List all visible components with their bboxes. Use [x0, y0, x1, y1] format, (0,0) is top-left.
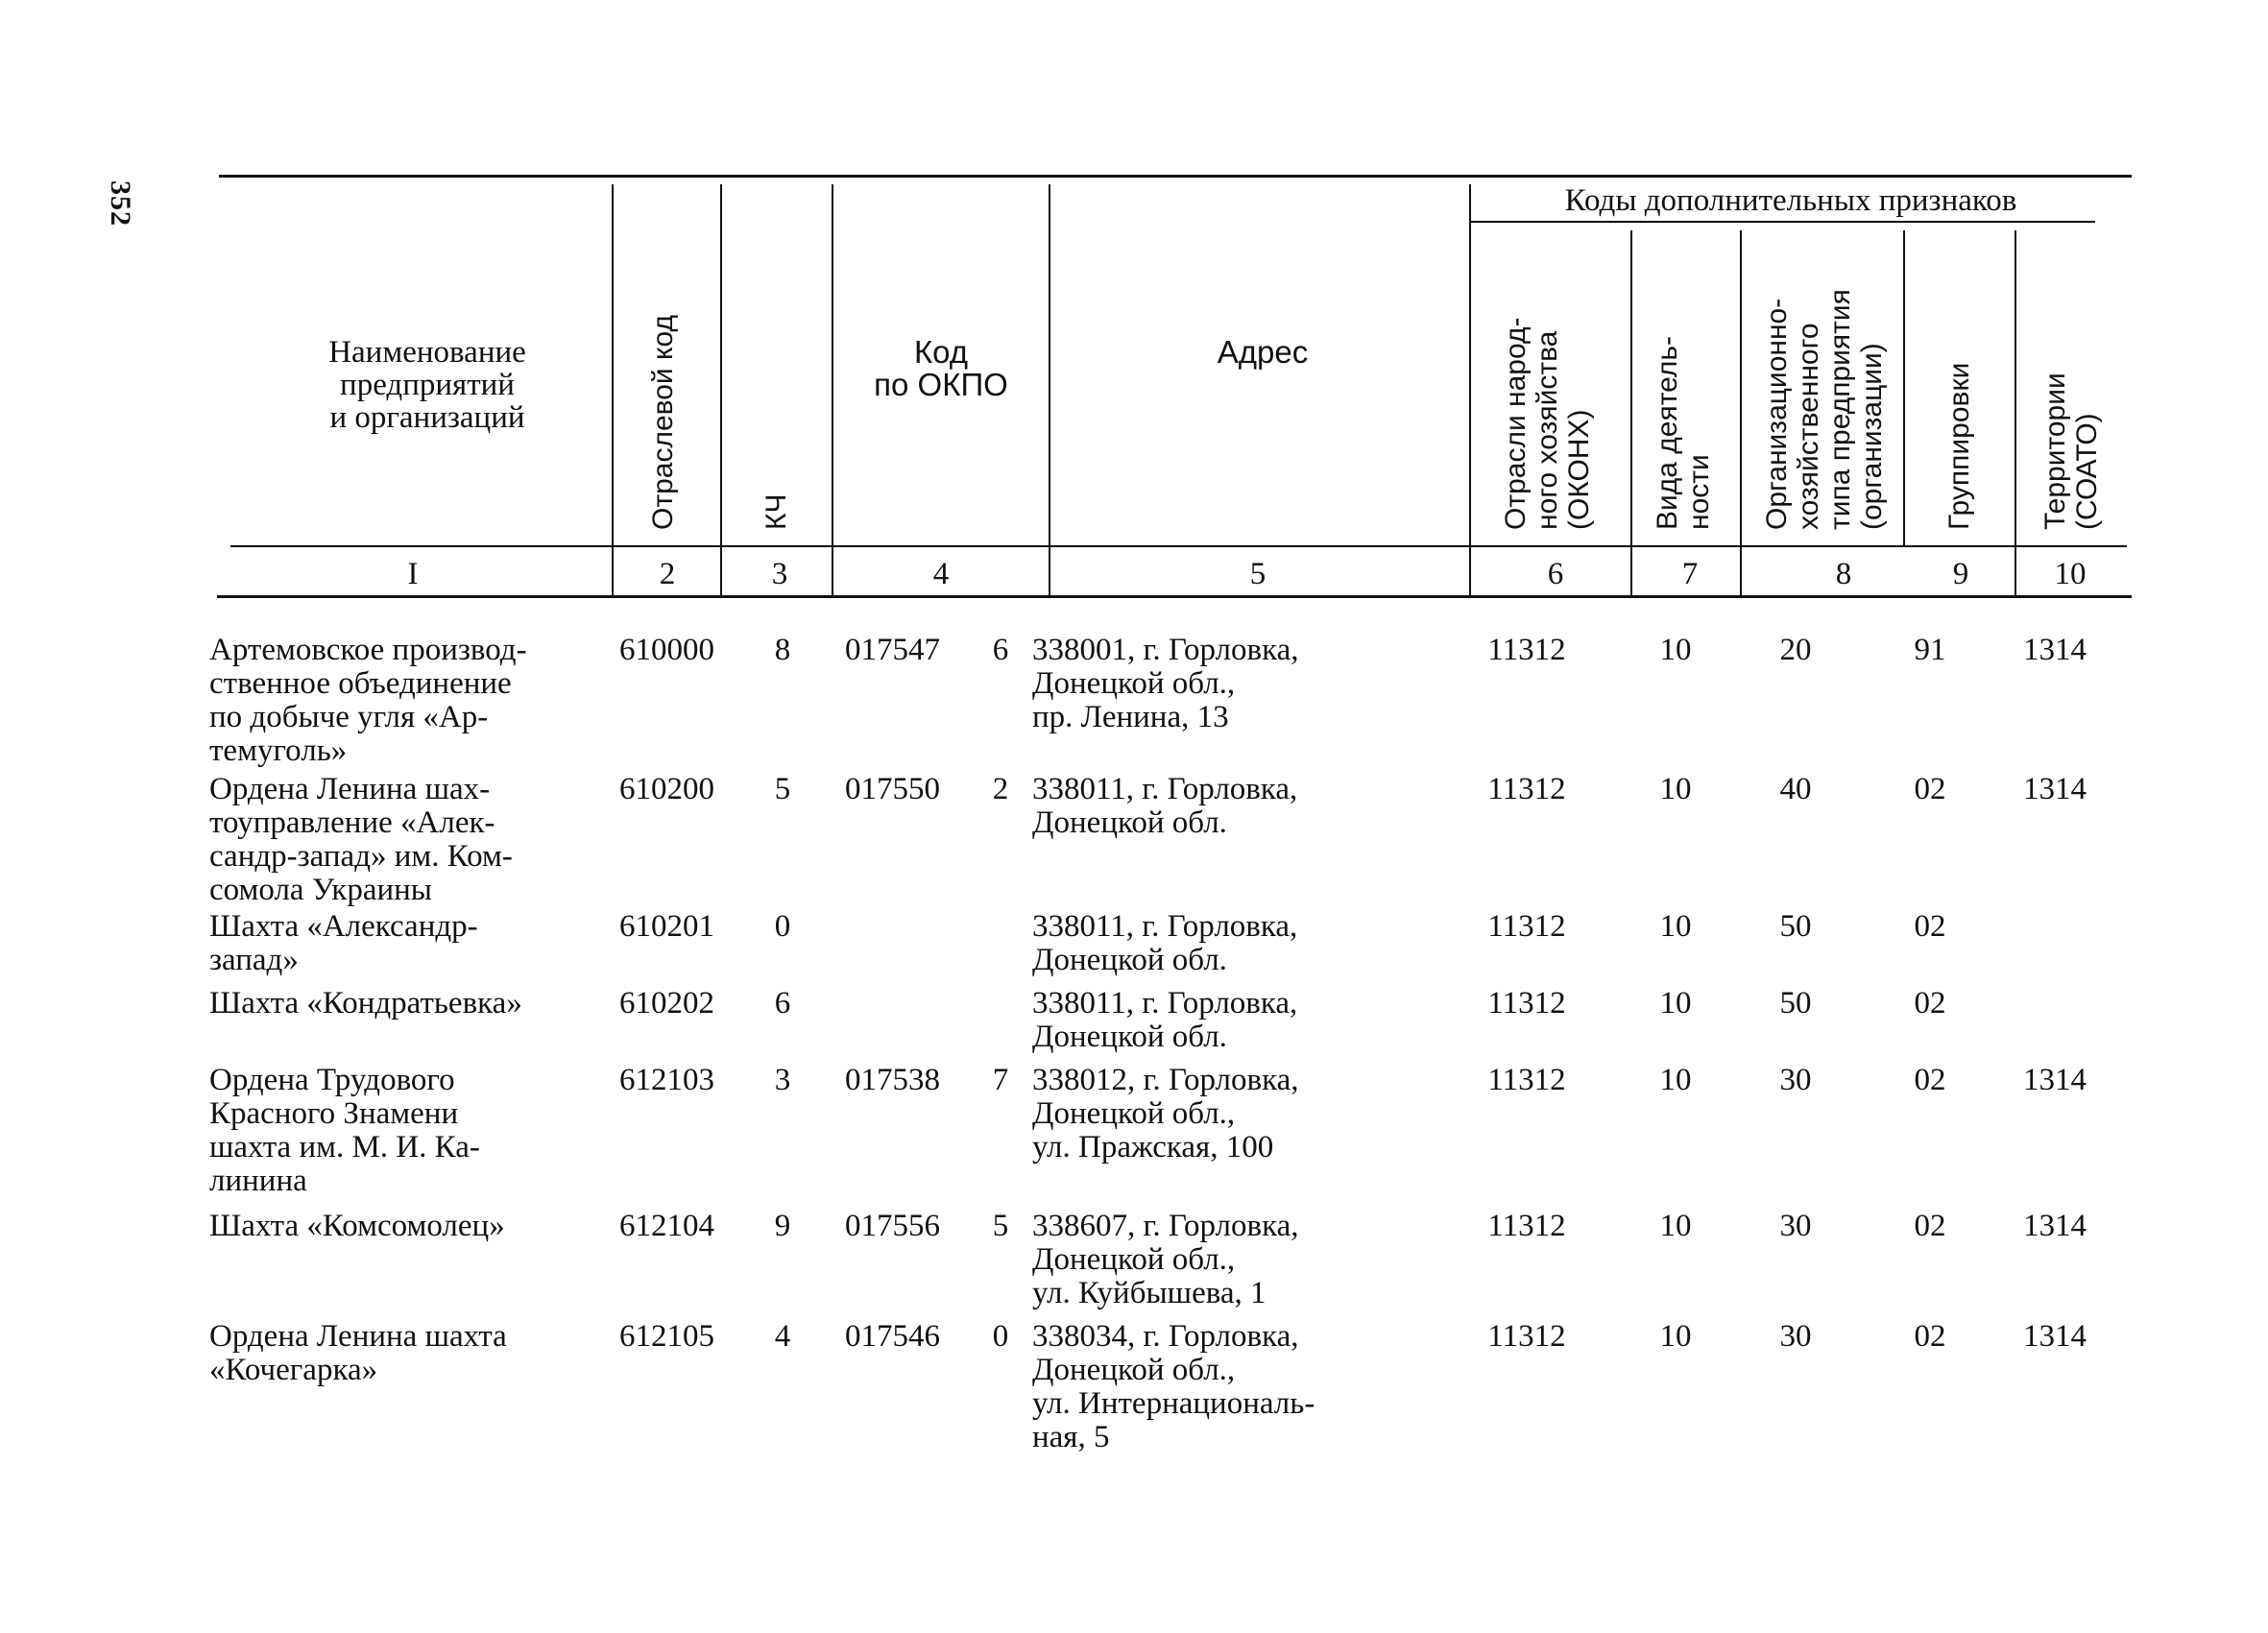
cell-address: 338012, г. Горловка, Донецкой обл., ул. Пражская, 100 — [1032, 1063, 1299, 1165]
header-activity: Вида деятель- ности — [1652, 336, 1715, 530]
column-number: 9 — [1952, 557, 1969, 591]
header-kch: КЧ — [760, 493, 792, 530]
cell-address: 338011, г. Горловка, Донецкой обл. — [1032, 909, 1298, 977]
column-number: 6 — [1547, 557, 1564, 591]
cell-okpo: 017547 — [845, 633, 940, 667]
column-divider — [1469, 184, 1471, 597]
cell-territory: 1314 — [2023, 772, 2087, 806]
cell-address: 338011, г. Горловка, Донецкой обл. — [1032, 772, 1298, 840]
cell-kch: 5 — [774, 772, 791, 806]
cell-branch-code: 612103 — [619, 1063, 714, 1097]
cell-org-type: 50 — [1779, 909, 1812, 944]
cell-branch-code: 610202 — [619, 986, 714, 1021]
cell-okpo-check: 2 — [992, 772, 1009, 806]
header-name: Наименование предприятий и организаций — [328, 335, 526, 435]
cell-grouping: 02 — [1914, 1319, 1946, 1354]
cell-branch-code: 612104 — [619, 1209, 714, 1243]
cell-kch: 9 — [774, 1209, 791, 1243]
cell-okonh: 11312 — [1487, 1209, 1566, 1243]
cell-name: Шахта «Александр- запад» — [209, 909, 478, 977]
cell-okonh: 11312 — [1487, 986, 1566, 1021]
cell-okpo: 017556 — [845, 1209, 940, 1243]
header-territory: Территории (СОАТО) — [2039, 372, 2103, 530]
cell-activity: 10 — [1659, 1319, 1692, 1354]
cell-okpo: 017538 — [845, 1063, 940, 1097]
cell-okpo: 017550 — [845, 772, 940, 806]
cell-okpo-check: 5 — [992, 1209, 1009, 1243]
column-divider — [832, 184, 833, 597]
column-divider — [2015, 230, 2016, 597]
cell-okonh: 11312 — [1487, 1319, 1566, 1354]
column-number: 3 — [771, 557, 788, 591]
header-address: Адрес — [1217, 334, 1309, 370]
column-divider — [1903, 230, 1905, 547]
cell-branch-code: 612105 — [619, 1319, 714, 1354]
column-divider — [612, 184, 614, 597]
cell-kch: 8 — [774, 633, 791, 667]
cell-okonh: 11312 — [1487, 772, 1566, 806]
cell-activity: 10 — [1659, 1063, 1692, 1097]
cell-territory: 1314 — [2023, 1319, 2087, 1354]
cell-org-type: 20 — [1779, 633, 1812, 667]
cell-kch: 6 — [774, 986, 791, 1021]
header-branch-code: Отраслевой код — [647, 314, 679, 530]
cell-territory: 1314 — [2023, 1209, 2087, 1243]
additional-codes-underline — [1471, 221, 2095, 223]
column-divider — [1740, 230, 1742, 597]
cell-name: Ордена Ленина шахта «Кочегарка» — [209, 1319, 507, 1387]
cell-activity: 10 — [1659, 986, 1692, 1021]
cell-grouping: 02 — [1914, 986, 1946, 1021]
cell-okpo-check: 7 — [992, 1063, 1009, 1097]
cell-grouping: 02 — [1914, 1063, 1946, 1097]
cell-org-type: 30 — [1779, 1319, 1812, 1354]
cell-branch-code: 610201 — [619, 909, 714, 944]
column-number: I — [407, 557, 419, 591]
header-additional-codes: Коды дополнительных признаков — [1564, 183, 2017, 218]
cell-address: 338034, г. Горловка, Донецкой обл., ул. Интернациональ- ная, 5 — [1032, 1319, 1315, 1454]
cell-okpo-check: 0 — [992, 1319, 1009, 1354]
page-number: 352 — [105, 180, 136, 227]
cell-address: 338011, г. Горловка, Донецкой обл. — [1032, 986, 1298, 1054]
cell-grouping: 02 — [1914, 1209, 1946, 1243]
cell-okpo-check: 6 — [992, 633, 1009, 667]
cell-territory: 1314 — [2023, 633, 2087, 667]
column-divider — [1630, 230, 1632, 597]
cell-name: Шахта «Кондратьевка» — [209, 986, 522, 1021]
cell-name: Ордена Ленина шах- тоуправление «Алек- сандр-запад» им. Ком- сомола Украины — [209, 772, 513, 907]
cell-okonh: 11312 — [1487, 909, 1566, 944]
cell-activity: 10 — [1659, 1209, 1692, 1243]
cell-name: Шахта «Комсомолец» — [209, 1209, 505, 1243]
cell-okonh: 11312 — [1487, 633, 1566, 667]
cell-kch: 3 — [774, 1063, 791, 1097]
column-number: 2 — [659, 557, 676, 591]
column-divider — [1049, 184, 1050, 597]
column-number: 7 — [1681, 557, 1699, 591]
cell-grouping: 02 — [1914, 772, 1946, 806]
cell-org-type: 40 — [1779, 772, 1812, 806]
header-groupings: Группировки — [1943, 362, 1975, 530]
header-bottom-rule — [217, 595, 2132, 598]
cell-activity: 10 — [1659, 633, 1692, 667]
cell-grouping: 02 — [1914, 909, 1946, 944]
cell-activity: 10 — [1659, 909, 1692, 944]
cell-kch: 4 — [774, 1319, 791, 1354]
cell-name: Ордена Трудового Красного Знамени шахта им. М. И. Ка- линина — [209, 1063, 480, 1198]
column-number: 10 — [2054, 557, 2087, 591]
cell-name: Артемовское производ- ственное объединение по добыче угля «Ар- темуголь» — [209, 633, 527, 768]
cell-org-type: 30 — [1779, 1209, 1812, 1243]
column-number-rule — [230, 545, 2127, 547]
header-okonh: Отрасли народ- ного хозяйства (ОКОНХ) — [1500, 317, 1595, 530]
header-okpo: Код по ОКПО — [874, 334, 1008, 402]
column-number: 5 — [1249, 557, 1267, 591]
cell-branch-code: 610200 — [619, 772, 714, 806]
column-number: 4 — [932, 557, 950, 591]
cell-org-type: 50 — [1779, 986, 1812, 1021]
cell-kch: 0 — [774, 909, 791, 944]
cell-okonh: 11312 — [1487, 1063, 1566, 1097]
table-top-rule — [219, 175, 2132, 178]
cell-address: 338607, г. Горловка, Донецкой обл., ул. Куйбышева, 1 — [1032, 1209, 1299, 1310]
column-number: 8 — [1835, 557, 1852, 591]
cell-org-type: 30 — [1779, 1063, 1812, 1097]
cell-territory: 1314 — [2023, 1063, 2087, 1097]
cell-address: 338001, г. Горловка, Донецкой обл., пр. Ленина, 13 — [1032, 633, 1299, 734]
cell-activity: 10 — [1659, 772, 1692, 806]
cell-branch-code: 610000 — [619, 633, 714, 667]
header-org-type: Организационно- хозяйственного типа предприятия (организации) — [1761, 289, 1888, 530]
cell-okpo: 017546 — [845, 1319, 940, 1354]
cell-grouping: 91 — [1914, 633, 1946, 667]
column-divider — [720, 184, 722, 597]
